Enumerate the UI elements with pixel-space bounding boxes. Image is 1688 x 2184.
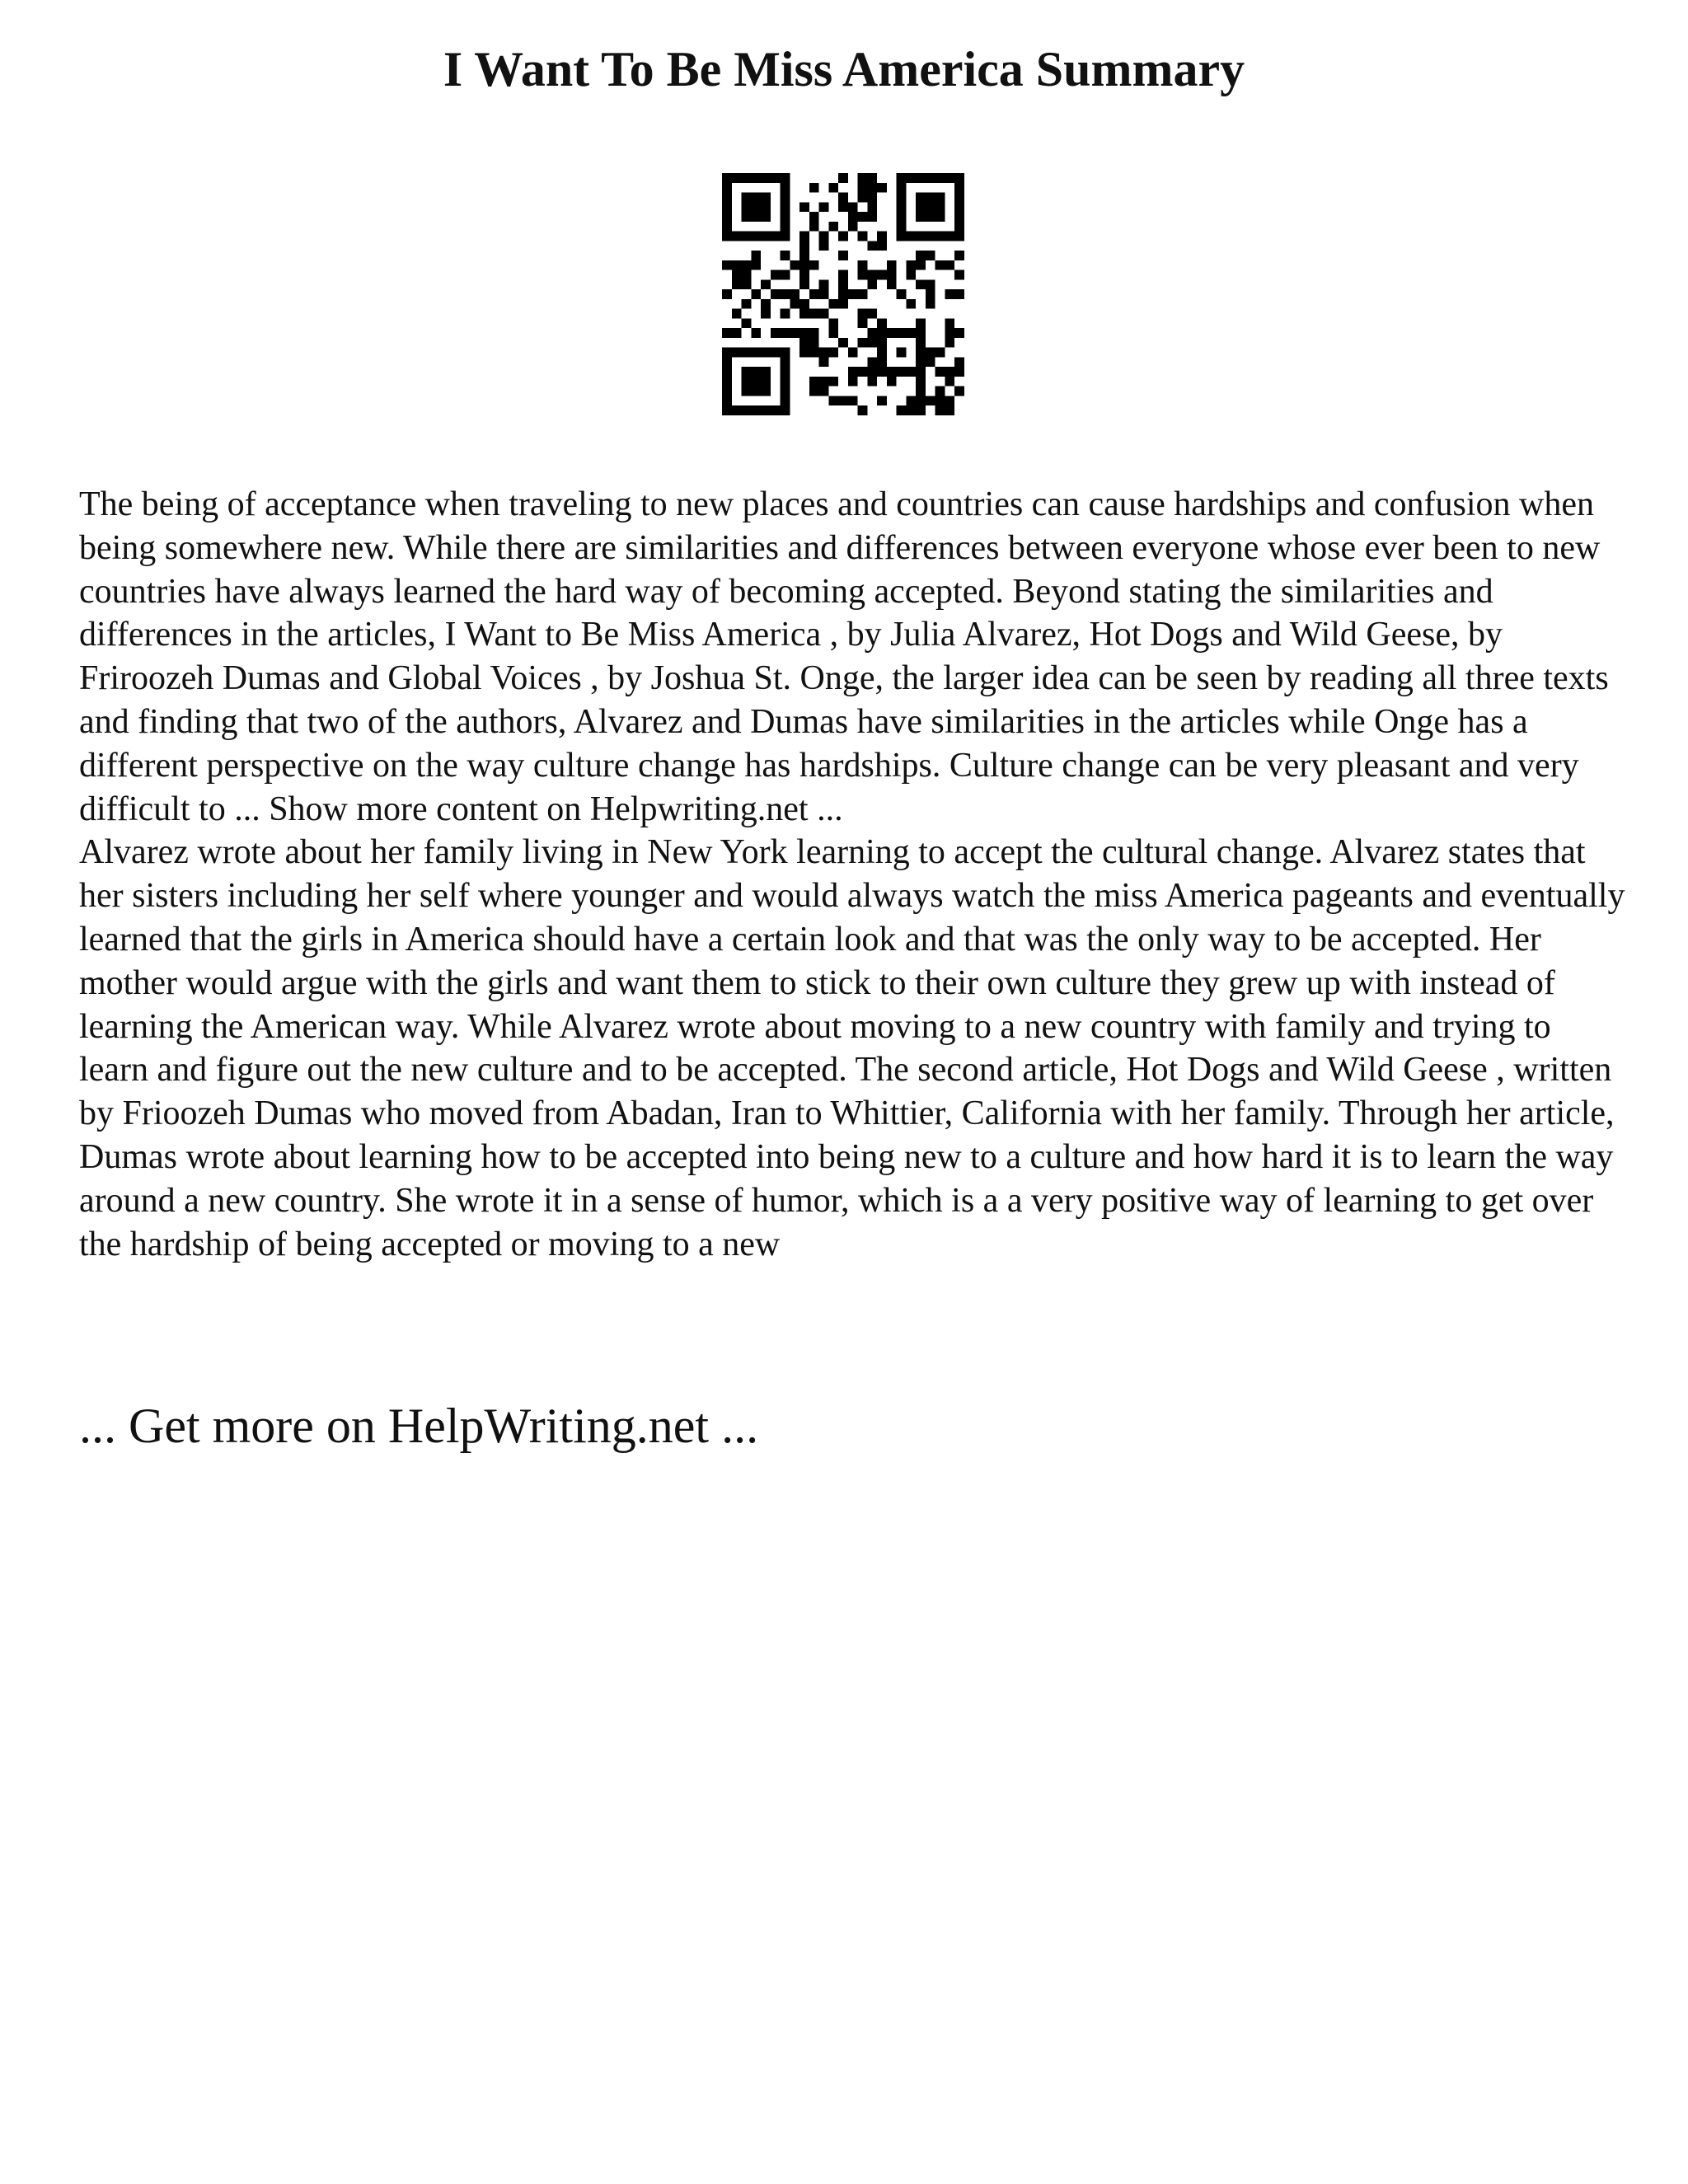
page-title: I Want To Be Miss America Summary	[443, 42, 1245, 96]
document-body	[79, 483, 1629, 1266]
get-more-link[interactable]: ... Get more on HelpWriting.net ...	[79, 1399, 759, 1453]
paragraph: The being of acceptance when traveling to new places and countries can cause hardships and confusion when being somewhere new. While there are similarities and differences between everyone whose ever been to new countries have always learned the hard way of becoming accepted. Beyond stating the similarities and differences in the articles, I Want to Be Miss America , by Julia Alvarez, Hot Dogs and Wild Geese, by Friroozeh Dumas and Global Voices , by Joshua St. Onge, the larger idea can be seen by reading all three texts and finding that two of the authors, Alvarez and Dumas have similarities in the articles while Onge has a different perspective on the way culture change has hardships. Culture change can be very pleasant and very difficult to ... Show more content on Helpwriting.net ...	[79, 485, 1609, 828]
paragraph: Alvarez wrote about her family living in New York learning to accept the cultural change. Alvarez states that her sisters including her self where younger and would always watch the miss America pageants and eventually learned that the girls in America should have a certain look and that was the only way to be accepted. Her mother would argue with the girls and want them to stick to their own culture they grew up with instead of learning the American way. While Alvarez wrote about moving to a new country with family and trying to learn and figure out the new culture and to be accepted. The second article, Hot Dogs and Wild Geese , written by Frioozeh Dumas who moved from Abadan, Iran to Whittier, California with her family. Through her article, Dumas wrote about learning how to be accepted into being new to a culture and how hard it is to learn the way around a new country. She wrote it in a sense of humor, which is a a very positive way of learning to get over the hardship of being accepted or moving to a new	[79, 833, 1625, 1263]
qr-code-icon	[722, 173, 964, 415]
